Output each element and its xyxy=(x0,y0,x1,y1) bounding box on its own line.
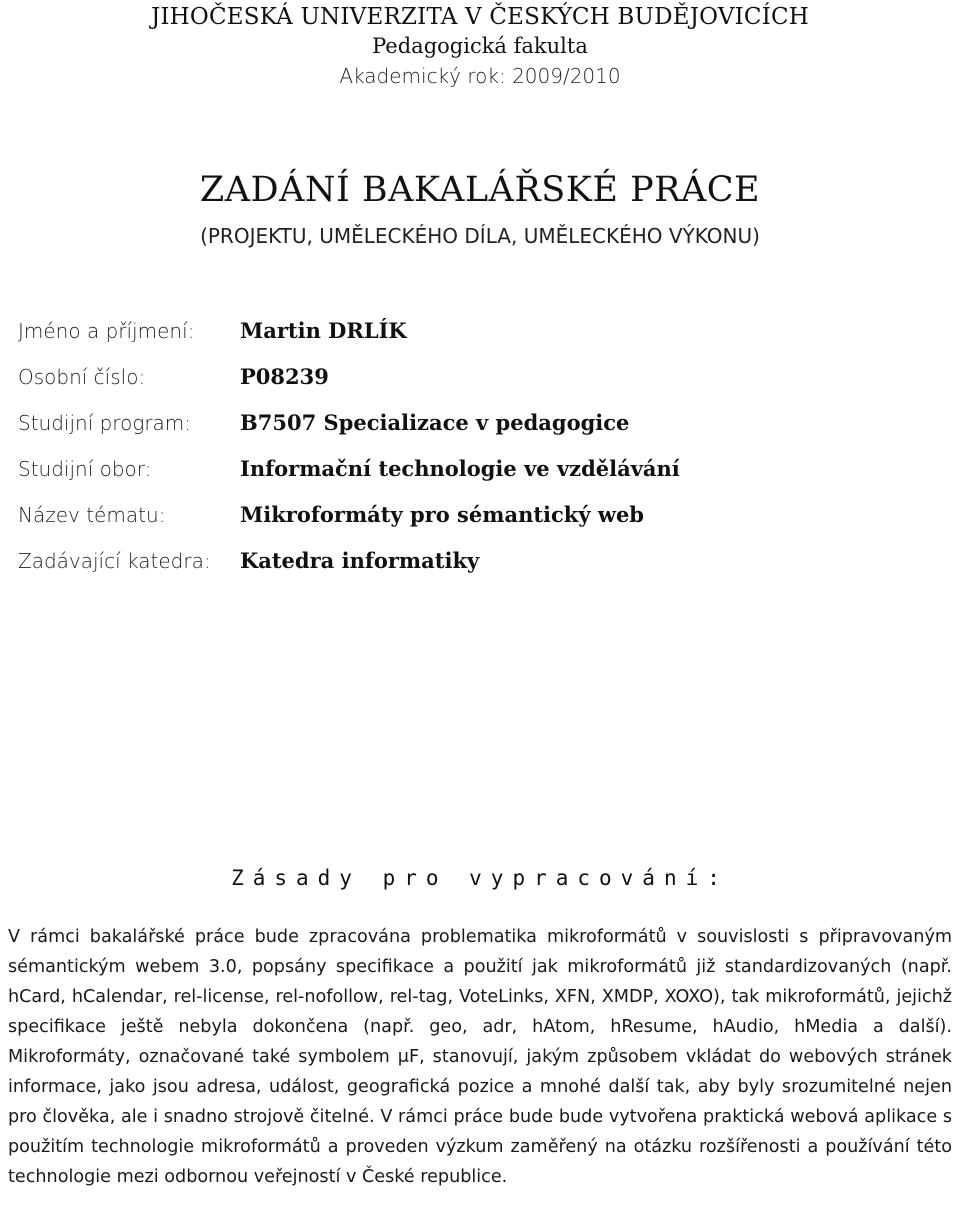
field-label: Osobní číslo: xyxy=(18,365,146,389)
document-subtitle: (PROJEKTU, UMĚLECKÉHO DÍLA, UMĚLECKÉHO VÝKONU) xyxy=(200,224,760,248)
field-value: P08239 xyxy=(240,364,329,389)
field-personal-number xyxy=(18,364,948,410)
field-label: Studijní obor: xyxy=(18,457,152,481)
field-topic xyxy=(18,502,948,548)
field-value: Informační technologie ve vzdělávání xyxy=(240,456,680,481)
field-label: Zadávající katedra: xyxy=(18,549,211,573)
field-study-branch xyxy=(18,456,948,502)
field-value: B7507 Specializace v pedagogice xyxy=(240,410,630,435)
field-label: Název tématu: xyxy=(18,503,166,527)
guidelines-text: V rámci bakalářské práce bude zpracována problematika mikroformátů v souvislosti s připravovaným sémantickým webem 3.0, popsány specifikace a použití jak mikroformátů již standardizovaných (např. hCard, hCalendar, rel-license, rel-nofollow, rel-tag, VoteLinks, XFN, XMDP, XOXO), tak mikroformátů, jejichž specifikace ještě nebyla dokončena (např. geo, adr, hAtom, hResume, hAudio, hMedia a další). Mikroformáty, označované také symbolem μF, stanovují, jakým způsobem vkládat do webových stránek informace, jako jsou adresa, událost, geografická pozice a mnohé další tak, aby byly srozumitelné nejen pro člověka, ale i snadno strojově čitelné. V rámci práce bude bude vytvořena praktická webová aplikace s použitím technologie mikroformátů a proveden výzkum zaměřený na otázku rozšířenosti a používání této technologie mezi odbornou veřejností v České republice. xyxy=(8,927,952,1187)
field-name xyxy=(18,318,948,364)
field-value: Mikroformáty pro sémantický web xyxy=(240,502,644,527)
field-label: Studijní program: xyxy=(18,411,192,435)
academic-year: Akademický rok: 2009/2010 xyxy=(339,64,621,88)
field-value: Katedra informatiky xyxy=(240,548,480,573)
document-title: ZADÁNÍ BAKALÁŘSKÉ PRÁCE xyxy=(199,170,761,210)
field-label: Jméno a příjmení: xyxy=(18,319,195,343)
guidelines-heading: Zásady pro vypracování: xyxy=(231,866,729,890)
field-value: Martin DRLÍK xyxy=(240,318,407,343)
assignment-fields xyxy=(18,318,948,594)
faculty-name: Pedagogická fakulta xyxy=(372,34,588,58)
field-department xyxy=(18,548,948,594)
university-name: JIHOČESKÁ UNIVERZITA V ČESKÝCH BUDĚJOVICÍCH xyxy=(150,4,810,30)
field-study-program xyxy=(18,410,948,456)
